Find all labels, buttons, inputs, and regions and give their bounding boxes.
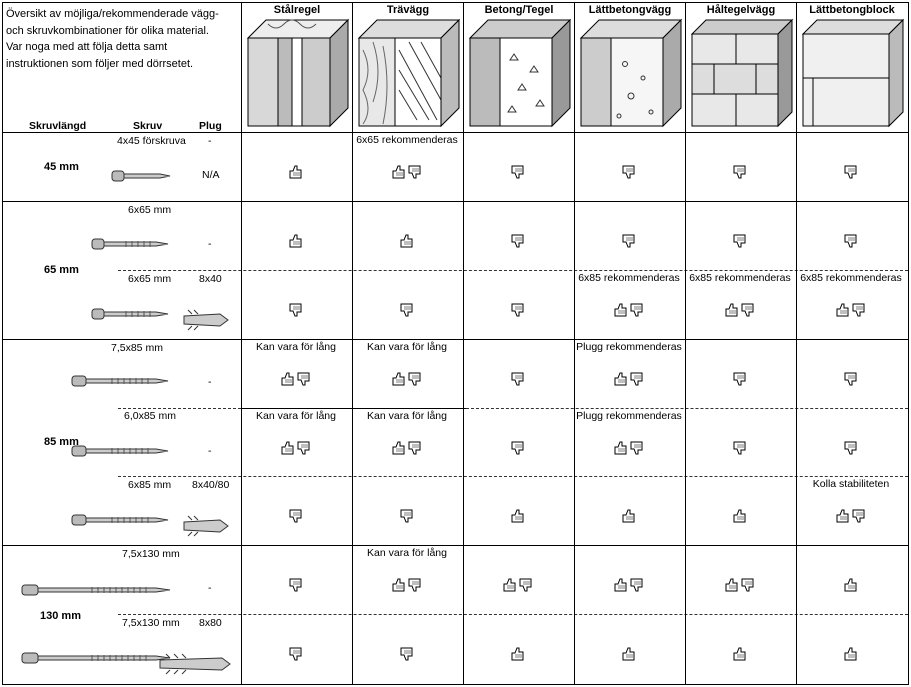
thumbs-up-down-icon xyxy=(722,577,758,593)
thumbs-up-down-icon xyxy=(389,164,425,180)
cell-note: Plugg rekommenderas xyxy=(576,341,682,353)
cell-note: Kolla stabiliteten xyxy=(812,478,890,490)
thumbs-up-down-icon xyxy=(611,371,647,387)
thumbs-up-down-icon xyxy=(278,440,314,456)
row-screw-label: 6x65 mm xyxy=(128,204,172,216)
cell-note: Kan vara för lång xyxy=(367,410,447,422)
thumbs-up-icon xyxy=(611,508,647,524)
thumbs-down-icon xyxy=(722,164,758,180)
thumbs-up-down-icon xyxy=(389,371,425,387)
thumbs-up-down-icon xyxy=(833,302,869,318)
thumbs-up-icon xyxy=(722,646,758,662)
thumbs-down-icon xyxy=(389,508,425,524)
thumbs-up-down-icon xyxy=(833,508,869,524)
thumbs-down-icon xyxy=(722,371,758,387)
subheader-length: Skruvlängd xyxy=(29,120,87,132)
thumbs-down-icon xyxy=(833,164,869,180)
thumbs-down-icon xyxy=(278,302,314,318)
thumbs-down-icon xyxy=(611,233,647,249)
thumbs-down-icon xyxy=(833,440,869,456)
screw-75x85-image xyxy=(72,373,170,389)
group-label-130: 130 mm xyxy=(40,610,81,622)
wood-wall-illustration xyxy=(359,20,459,126)
cell-note: Kan vara för lång xyxy=(367,341,447,353)
thumbs-down-icon xyxy=(278,646,314,662)
thumbs-down-icon xyxy=(722,440,758,456)
row-screw-label: 7,5x85 mm xyxy=(111,342,163,354)
aerated-block-illustration xyxy=(803,20,903,126)
thumbs-down-icon xyxy=(722,233,758,249)
aerated-concrete-illustration xyxy=(581,20,681,126)
group-label-65: 65 mm xyxy=(44,264,79,276)
thumbs-down-icon xyxy=(833,371,869,387)
thumbs-up-icon xyxy=(500,508,536,524)
intro-line: Översikt av möjliga/rekommenderade vägg- xyxy=(6,8,219,20)
cell-note: Plugg rekommenderas xyxy=(576,410,682,422)
intro-line: instruktionen som följer med dörrsetet. xyxy=(6,57,194,70)
thumbs-up-icon xyxy=(833,646,869,662)
screw-60x85-image xyxy=(72,443,170,459)
row-screw-label: 6,0x85 mm xyxy=(124,410,176,422)
row-screw-label: 7,5x130 mm xyxy=(122,548,180,560)
subheader-screw: Skruv xyxy=(133,120,163,132)
thumbs-up-down-icon xyxy=(722,302,758,318)
column-header-aerated-concrete-block: Lättbetongblock xyxy=(809,4,895,16)
thumbs-up-icon xyxy=(611,646,647,662)
subheader-plug: Plug xyxy=(199,120,222,132)
row-screw-label: 6x65 mm xyxy=(128,273,172,285)
thumbs-down-icon xyxy=(611,164,647,180)
thumbs-up-icon xyxy=(278,233,314,249)
cell-note: 6x85 rekommenderas xyxy=(578,272,680,284)
column-header-steel-stud: Stålregel xyxy=(273,4,321,16)
column-header-wood-wall: Trävägg xyxy=(386,4,430,16)
plug-8x80-image xyxy=(160,654,232,674)
concrete-brick-illustration xyxy=(470,20,570,126)
thumbs-down-icon xyxy=(500,233,536,249)
row-screw-label: 6x85 mm xyxy=(128,479,172,491)
thumbs-up-icon xyxy=(833,577,869,593)
row-screw-label: 7,5x130 mm xyxy=(122,617,180,629)
thumbs-up-down-icon xyxy=(611,440,647,456)
thumbs-up-down-icon xyxy=(389,577,425,593)
thumbs-up-down-icon xyxy=(611,577,647,593)
cell-note: Kan vara för lång xyxy=(256,341,336,353)
cell-note: Kan vara för lång xyxy=(367,547,447,559)
screw-6x85-plug-image xyxy=(72,512,170,528)
thumbs-up-down-icon xyxy=(278,371,314,387)
column-header-aerated-concrete-wall: Lättbetongvägg xyxy=(588,4,672,16)
thumbs-down-icon xyxy=(500,371,536,387)
row-screw-label: 4x45 förskruva xyxy=(117,135,186,147)
thumbs-down-icon xyxy=(833,233,869,249)
thumbs-up-icon xyxy=(278,164,314,180)
screw-75x130-image xyxy=(22,582,172,598)
thumbs-up-icon xyxy=(722,508,758,524)
thumbs-up-icon xyxy=(389,233,425,249)
row-plug-label: 8x40 xyxy=(199,273,222,285)
thumbs-down-icon xyxy=(500,302,536,318)
screw-75x130-plug-image xyxy=(22,650,172,666)
thumbs-down-icon xyxy=(389,302,425,318)
intro-line: Var noga med att följa detta samt xyxy=(6,41,168,53)
plug-8x40-80-image xyxy=(184,516,230,536)
thumbs-up-down-icon xyxy=(500,577,536,593)
intro-line: och skruvkombinationer för olika material. xyxy=(6,24,209,37)
cell-note: 6x65 rekommenderas xyxy=(356,134,458,146)
cell-note: 6x85 rekommenderas xyxy=(800,272,902,284)
row-plug-label: N/A xyxy=(202,169,220,181)
intro-text xyxy=(6,6,238,72)
thumbs-up-icon xyxy=(500,646,536,662)
column-header-concrete-brick: Betong/Tegel xyxy=(484,4,554,16)
row-plug-label: - xyxy=(208,135,212,147)
thumbs-down-icon xyxy=(500,164,536,180)
thumbs-up-down-icon xyxy=(389,440,425,456)
steel-stud-illustration xyxy=(248,20,348,126)
plug-8x40-image xyxy=(184,310,230,330)
row-plug-label: - xyxy=(208,238,212,250)
row-plug-label: - xyxy=(208,376,212,388)
hollow-brick-illustration xyxy=(692,20,792,126)
row-plug-label: - xyxy=(208,582,212,594)
row-plug-label: 8x40/80 xyxy=(192,479,230,491)
cell-note: Kan vara för lång xyxy=(256,410,336,422)
screw-65-image xyxy=(92,236,170,252)
group-label-85: 85 mm xyxy=(44,436,79,448)
thumbs-down-icon xyxy=(278,577,314,593)
row-plug-label: - xyxy=(208,445,212,457)
thumbs-up-down-icon xyxy=(611,302,647,318)
group-label-45: 45 mm xyxy=(44,161,79,173)
cell-note: 6x85 rekommenderas xyxy=(689,272,791,284)
column-header-hollow-brick-wall: Håltegelvägg xyxy=(706,4,776,16)
screw-45-image xyxy=(112,168,172,184)
row-plug-label: 8x80 xyxy=(199,617,222,629)
thumbs-down-icon xyxy=(389,646,425,662)
thumbs-down-icon xyxy=(278,508,314,524)
screw-65-plug-image xyxy=(92,306,170,322)
thumbs-down-icon xyxy=(500,440,536,456)
